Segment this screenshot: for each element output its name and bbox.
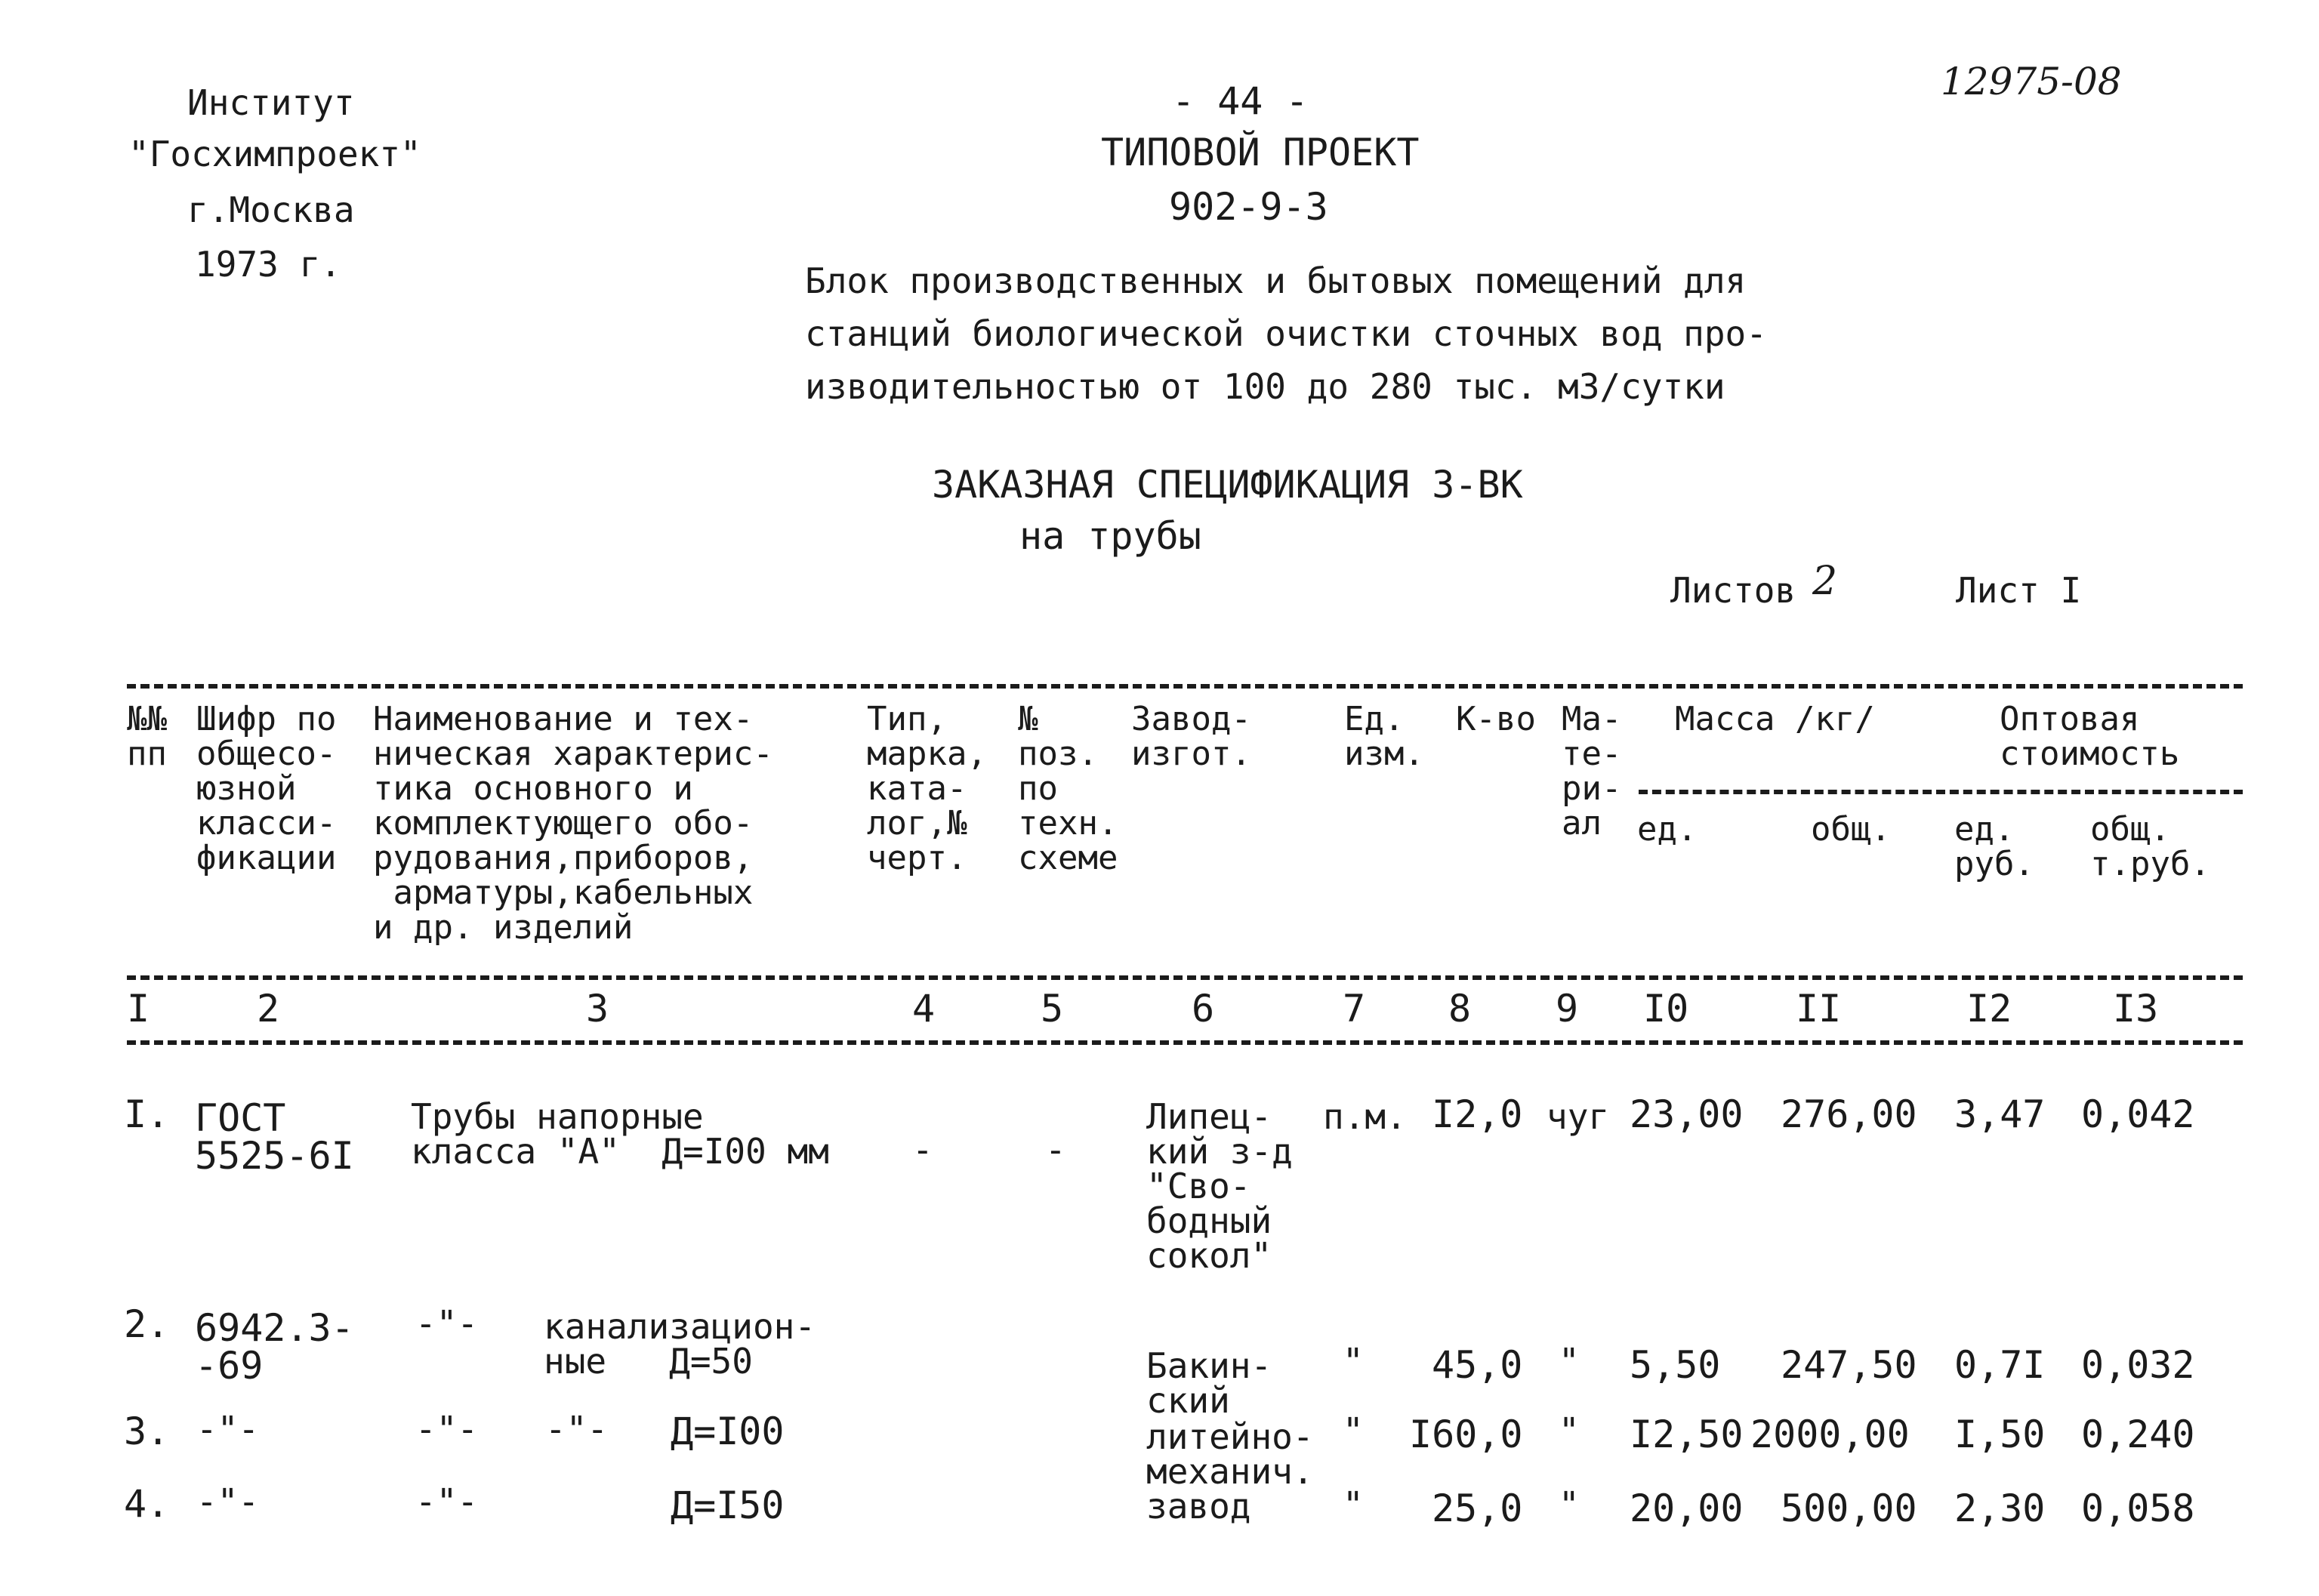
col-index-2: 2 bbox=[257, 987, 280, 1031]
header-bottom-rule bbox=[127, 975, 2243, 980]
col-header-mass-total: общ. bbox=[1811, 810, 1891, 849]
row-price: 0,7I bbox=[1954, 1343, 2046, 1387]
row-quantity: 25,0 bbox=[1432, 1487, 1523, 1530]
row-quantity: I60,0 bbox=[1409, 1413, 1523, 1456]
spec-title: ЗАКАЗНАЯ СПЕЦИФИКАЦИЯ 3-ВК bbox=[932, 463, 1523, 507]
row-unit: п.м. bbox=[1323, 1096, 1407, 1137]
project-code: 902-9-3 bbox=[1169, 185, 1328, 229]
row-name: Д=I00 bbox=[671, 1410, 785, 1453]
row-number: 3. bbox=[124, 1410, 170, 1453]
col-index-13: I3 bbox=[2113, 987, 2159, 1031]
row-quantity: I2,0 bbox=[1432, 1092, 1523, 1136]
institute-name: Институт bbox=[187, 82, 355, 123]
row-code: 6942.3- -69 bbox=[195, 1306, 354, 1388]
row-position: - bbox=[1045, 1129, 1066, 1170]
row-name: канализацион- ные Д=50 bbox=[544, 1306, 816, 1382]
col-header-cost-total: общ. т.руб. bbox=[2090, 810, 2210, 883]
row-name: Трубы напорные класса "А" Д=I00 мм bbox=[411, 1096, 829, 1172]
row-mass-total: 276,00 bbox=[1781, 1092, 1917, 1136]
row-mass-total: 247,50 bbox=[1781, 1343, 1917, 1387]
col-header-cost: Оптовая стоимость bbox=[2000, 700, 2180, 773]
col-header-position: № поз. по техн. схеме bbox=[1018, 700, 1118, 877]
row-number: I. bbox=[124, 1092, 170, 1136]
page-number: - 44 - bbox=[1172, 79, 1309, 123]
row-type: - bbox=[912, 1129, 933, 1170]
row-cost: 0,058 bbox=[2081, 1487, 2195, 1530]
row-code: ГОСТ 5525-6I bbox=[195, 1096, 354, 1178]
project-title: ТИПОВОЙ ПРОЕКТ bbox=[1101, 131, 1420, 174]
col-header-material: Ма- те- ри- ал bbox=[1562, 700, 1622, 843]
row-code: -"- bbox=[196, 1409, 260, 1450]
row-factory: завод bbox=[1146, 1486, 1251, 1527]
col-index-3: 3 bbox=[586, 987, 609, 1031]
col-index-6: 6 bbox=[1192, 987, 1215, 1031]
archive-number: 12975-08 bbox=[1941, 60, 2122, 103]
col-index-5: 5 bbox=[1041, 987, 1064, 1031]
row-material: " bbox=[1559, 1410, 1580, 1451]
sheets-count: 2 bbox=[1812, 559, 1838, 604]
col-header-code: Шифр по общесо- юзной класси- фикации bbox=[196, 700, 337, 877]
sheets-label: Листов bbox=[1670, 570, 1796, 611]
row-factory: Бакин- ский bbox=[1146, 1345, 1272, 1421]
col-index-10: I0 bbox=[1643, 987, 1689, 1031]
row-number: 4. bbox=[124, 1482, 170, 1526]
row-name: Д=I50 bbox=[671, 1484, 785, 1527]
row-name-ditto: -"- bbox=[415, 1409, 479, 1450]
col-index-7: 7 bbox=[1343, 987, 1366, 1031]
row-price: I,50 bbox=[1954, 1413, 2046, 1456]
row-number: 2. bbox=[124, 1302, 170, 1346]
col-header-name: Наименование и тех- ническая характерис- тика основного и комплектующего обо- рудования,приборов, арматуры,кабельных и др. изделий bbox=[373, 700, 773, 947]
col-index-4: 4 bbox=[912, 987, 936, 1031]
description-line-1: Блок производственных и бытовых помещений для bbox=[805, 260, 1747, 301]
row-factory: Липец- кий з-д "Сво- бодный сокол" bbox=[1146, 1096, 1293, 1276]
description-line-2: станций биологической очистки сточных вод про- bbox=[805, 313, 1767, 354]
row-unit: " bbox=[1343, 1410, 1364, 1451]
col-header-number: №№ пп bbox=[127, 700, 167, 773]
row-code: -"- bbox=[196, 1481, 260, 1522]
col-index-8: 8 bbox=[1448, 987, 1472, 1031]
row-mass-total: 500,00 bbox=[1781, 1487, 1917, 1530]
table-top-rule bbox=[127, 684, 2243, 689]
row-unit: " bbox=[1343, 1484, 1364, 1525]
description-line-3: изводительностью от 100 до 280 тыс. м3/сутки bbox=[805, 366, 1725, 407]
row-mass-unit: I2,50 bbox=[1630, 1413, 1744, 1456]
row-mass-unit: 20,00 bbox=[1630, 1487, 1744, 1530]
col-index-12: I2 bbox=[1966, 987, 2012, 1031]
row-material: " bbox=[1559, 1341, 1580, 1382]
col-header-quantity: К-во bbox=[1456, 700, 1536, 738]
col-header-factory: Завод- изгот. bbox=[1131, 700, 1251, 773]
col-header-mass-unit: ед. bbox=[1637, 810, 1698, 849]
row-mass-total: 2000,00 bbox=[1750, 1413, 1910, 1456]
col-index-11: II bbox=[1796, 987, 1842, 1031]
row-name-ditto: -"- bbox=[415, 1481, 479, 1522]
col-index-1: I bbox=[127, 987, 150, 1031]
institute-city: г.Москва bbox=[187, 189, 355, 230]
col-header-cost-unit: ед. руб. bbox=[1954, 810, 2034, 883]
row-material: чуг bbox=[1547, 1096, 1610, 1137]
index-bottom-rule bbox=[127, 1040, 2243, 1045]
row-unit: " bbox=[1343, 1341, 1364, 1382]
row-price: 2,30 bbox=[1954, 1487, 2046, 1530]
row-mass-unit: 5,50 bbox=[1630, 1343, 1721, 1387]
row-name-ditto: -"- bbox=[545, 1409, 609, 1450]
row-material: " bbox=[1559, 1484, 1580, 1525]
sheet-label: Лист I bbox=[1956, 570, 2082, 611]
col-header-type: Тип, марка, ката- лог,№ черт. bbox=[867, 700, 987, 877]
col-header-unit: Ед. изм. bbox=[1344, 700, 1424, 773]
mass-cost-subrule bbox=[1639, 790, 2243, 794]
row-cost: 0,042 bbox=[2081, 1092, 2195, 1136]
col-header-mass: Масса /кг/ bbox=[1675, 700, 1875, 738]
row-factory: литейно- механич. bbox=[1146, 1416, 1314, 1492]
spec-subtitle: на трубы bbox=[1019, 514, 1201, 558]
row-quantity: 45,0 bbox=[1432, 1343, 1523, 1387]
col-index-9: 9 bbox=[1556, 987, 1579, 1031]
row-cost: 0,032 bbox=[2081, 1343, 2195, 1387]
institute-year: 1973 г. bbox=[195, 244, 341, 285]
row-mass-unit: 23,00 bbox=[1630, 1092, 1744, 1136]
institute-org: "Госхимпроект" bbox=[128, 134, 421, 174]
row-price: 3,47 bbox=[1954, 1092, 2046, 1136]
row-cost: 0,240 bbox=[2081, 1413, 2195, 1456]
row-name-ditto: -"- bbox=[415, 1303, 479, 1344]
